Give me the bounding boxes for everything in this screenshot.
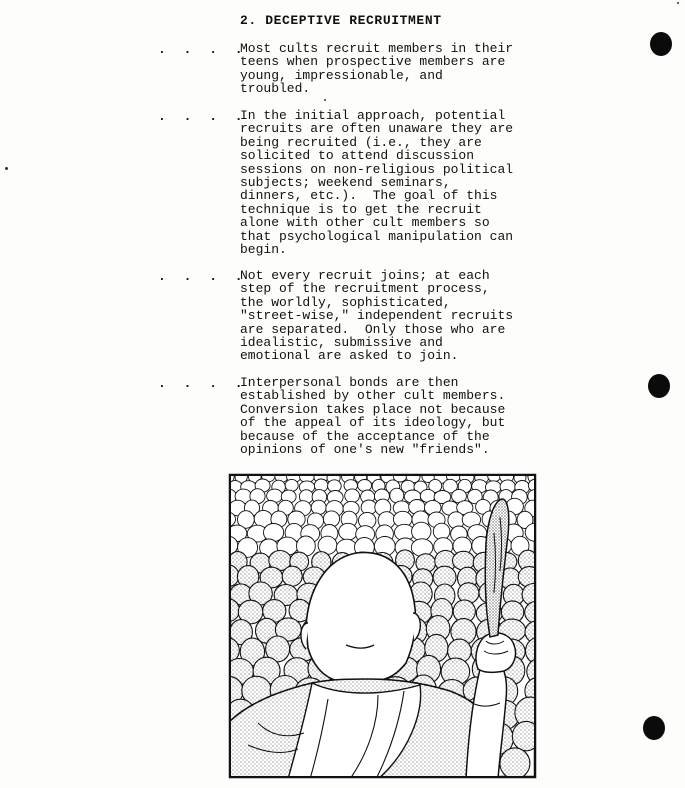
scan-speck (677, 2, 679, 4)
bullet-paragraph (240, 109, 540, 256)
bullet-paragraph (240, 376, 540, 456)
text-line: Interpersonal bonds are then (240, 375, 459, 390)
crowd-head (453, 551, 475, 570)
text-line: are separated. Only those who are (240, 321, 506, 337)
text-line: technique is to get the recruit (240, 201, 482, 217)
text-line: of the appeal of its ideology, but (240, 415, 506, 431)
text-line: that psychological manipulation can (240, 228, 514, 244)
text-line: young, impressionable, and (240, 67, 443, 83)
text-line: being recruited (i.e., they are (240, 134, 482, 150)
crowd-head (500, 748, 530, 779)
crowd-head (433, 523, 450, 540)
text-line: Most cults recruit members in their (240, 41, 514, 56)
text-line: because of the acceptance of the (240, 428, 490, 444)
text-line: subjects; weekend seminars, (240, 175, 451, 191)
crowd-head (412, 522, 431, 541)
crowd-head (282, 566, 302, 586)
crowd-head (411, 539, 433, 557)
text-line: teens when prospective members are (240, 54, 506, 70)
text-line: dinners, etc.). The goal of this (240, 188, 498, 204)
text-line: Conversion takes place not because (240, 401, 506, 417)
text-line: "street-wise," independent recruits (240, 308, 514, 324)
scan-speck (324, 99, 326, 101)
punch-hole (650, 32, 672, 56)
crowd-head (345, 489, 360, 503)
punch-hole (643, 716, 665, 740)
crowd-illustration (228, 473, 537, 779)
bullet-marker: . . . . (158, 269, 248, 284)
text-line: begin. (240, 242, 287, 258)
text-line: opinions of one's new "friends". (240, 442, 490, 458)
text-line: step of the recruitment process, (240, 281, 490, 297)
text-line: idealistic, submissive and (240, 335, 443, 351)
text-line: recruits are often unaware they are (240, 121, 514, 137)
text-line: solicited to attend discussion (240, 148, 475, 164)
text-line: established by other cult members. (240, 388, 506, 404)
crowd-head (339, 523, 358, 540)
text-line: emotional are asked to join. (240, 348, 459, 364)
scan-speck (5, 167, 8, 170)
bullet-paragraph (240, 269, 540, 363)
crowd-head (512, 721, 537, 750)
bullet-paragraph (240, 42, 540, 96)
crowd-head (311, 500, 326, 514)
text-line: the worldly, sophisticated, (240, 294, 451, 310)
crowd-head (285, 479, 298, 491)
bullet-marker: . . . . (158, 376, 248, 391)
text-line: In the initial approach, potential (240, 108, 506, 123)
text-line: alone with other cult members so (240, 215, 490, 231)
bullet-marker: . . . . (158, 109, 248, 124)
text-line: Not every recruit joins; at each (240, 268, 490, 283)
text-line: sessions on non-religious political (240, 161, 514, 177)
section-heading: 2. DECEPTIVE RECRUITMENT (240, 13, 442, 28)
text-line: troubled. (240, 81, 311, 97)
crowd-head (358, 480, 372, 492)
bullet-marker: . . . . (158, 42, 248, 57)
punch-hole (648, 374, 670, 398)
